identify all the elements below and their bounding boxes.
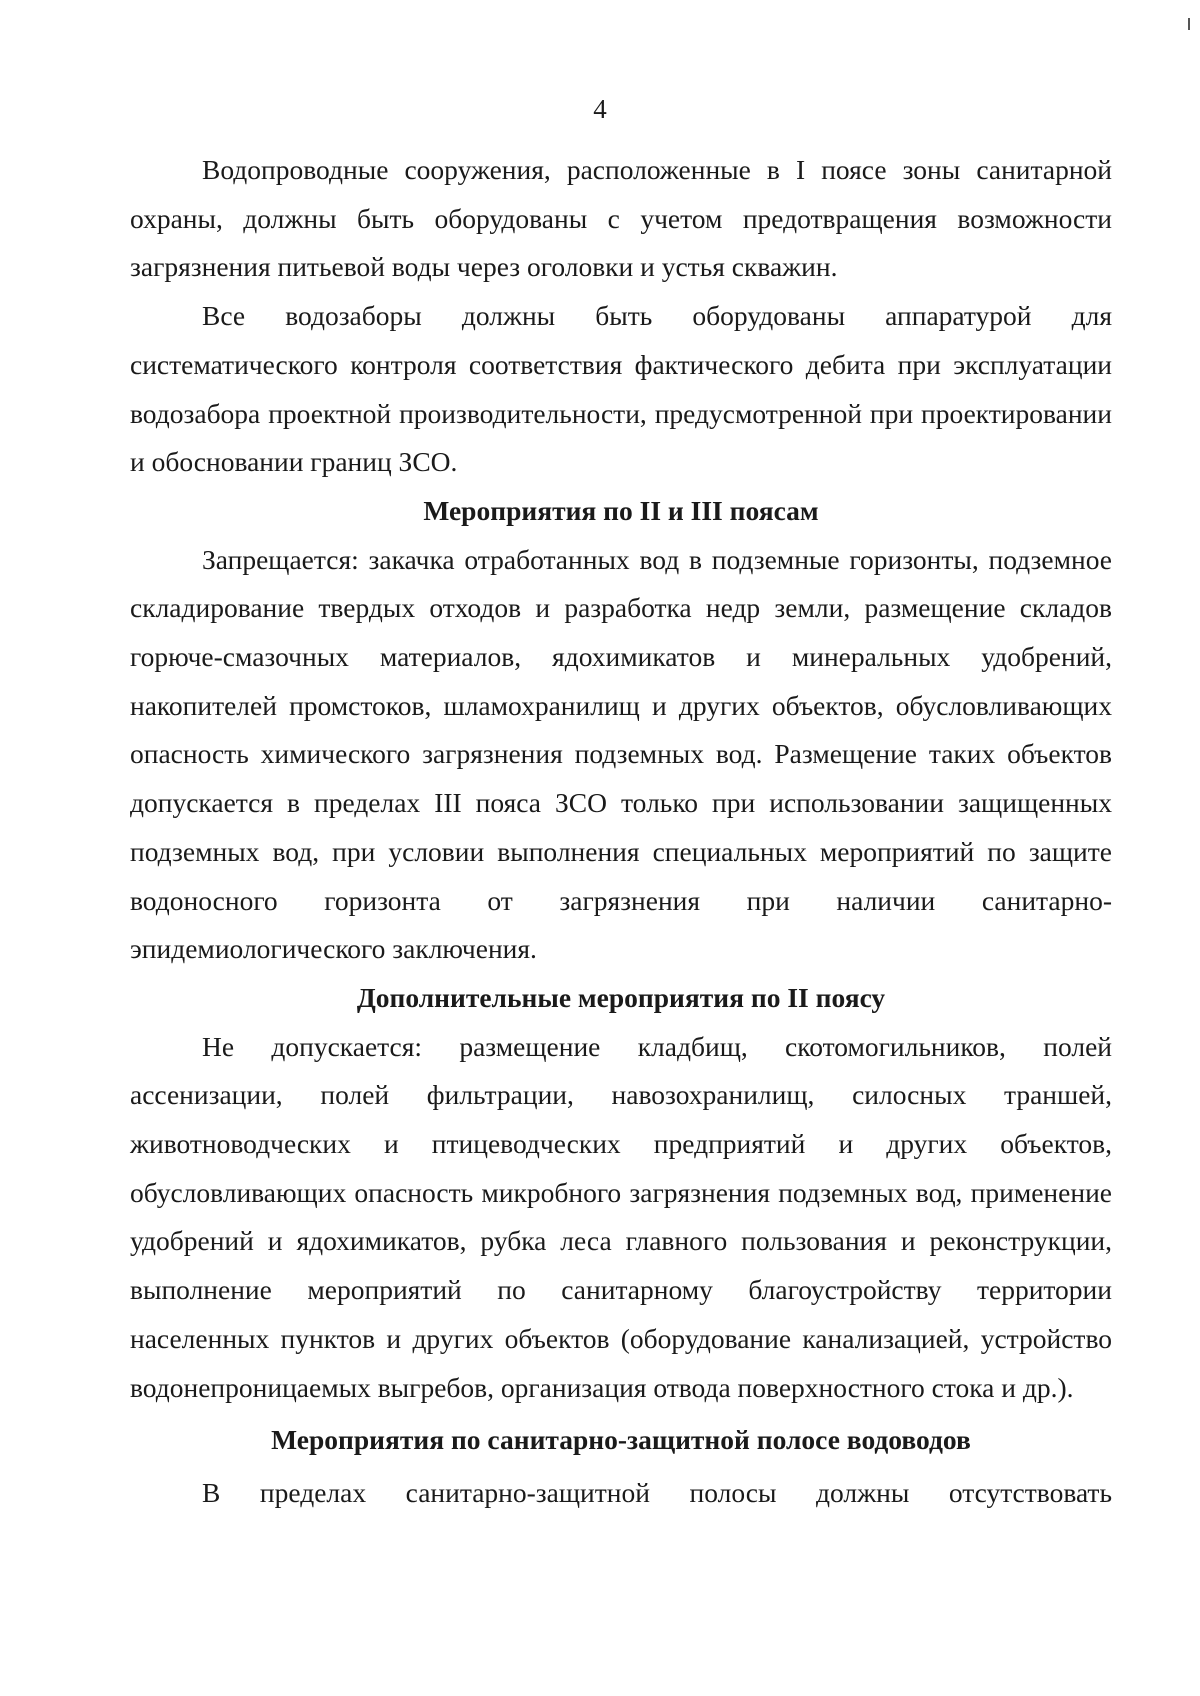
paragraph-intake-structures: Водопроводные сооружения, расположенные в I поясе зоны санитарной охраны, должны быть оборудованы с учетом предотвращения возможности загрязнения питьевой воды через оголовки и устья скважин. [130,154,1112,283]
section-heading-belts-2-3: Мероприятия по II и III поясам [423,494,819,526]
document-body [130,146,1112,1518]
section-heading-conduit-strip: Мероприятия по санитарно-защитной полосе водоводов [271,1424,971,1456]
scan-mark [1188,18,1190,30]
paragraph-belts-2-3: Запрещается: закачка отработанных вод в подземные горизонты, подземное складирование твердых отходов и разработка недр земли, размещение складов горюче-смазочных материалов, ядохимикатов и минеральных удобрений, накопителей промстоков, шламохранилищ и других объектов, обусловливающих опасность химического загрязнения подземных вод. Размещение таких объектов допускается в пределах III пояса ЗСО только при использовании защищенных подземных вод, при условии выполнения специальных мероприятий по защите водоносного горизонта от загрязнения при наличии санитарно-эпидемиологического заключения. [130,543,1112,965]
paragraph-belt-2-extra: Не допускается: размещение кладбищ, скотомогильников, полей ассенизации, полей фильтрации, навозохранилищ, силосных траншей, животноводческих и птицеводческих предприятий и других объектов, обусловливающих опасность микробного загрязнения подземных вод, применение удобрений и ядохимикатов, рубка леса главного пользования и реконструкции, выполнение мероприятий по санитарному благоустройству территории населенных пунктов и других объектов (оборудование канализацией, устройство водонепроницаемых выгребов, организация отвода поверхностного стока и др.). [130,1030,1112,1403]
paragraph-intake-monitoring: Все водозаборы должны быть оборудованы аппаратурой для систематического контроля соответствия фактического дебита при эксплуатации водозабора проектной производительности, предусмотренной при проектировании и обосновании границ ЗСО. [130,300,1112,478]
paragraph-conduit-strip: В пределах санитарно-защитной полосы должны отсутствовать [202,1476,1112,1508]
section-heading-belt-2-extra: Дополнительные мероприятия по II поясу [356,981,886,1013]
page-number: 4 [593,94,607,124]
